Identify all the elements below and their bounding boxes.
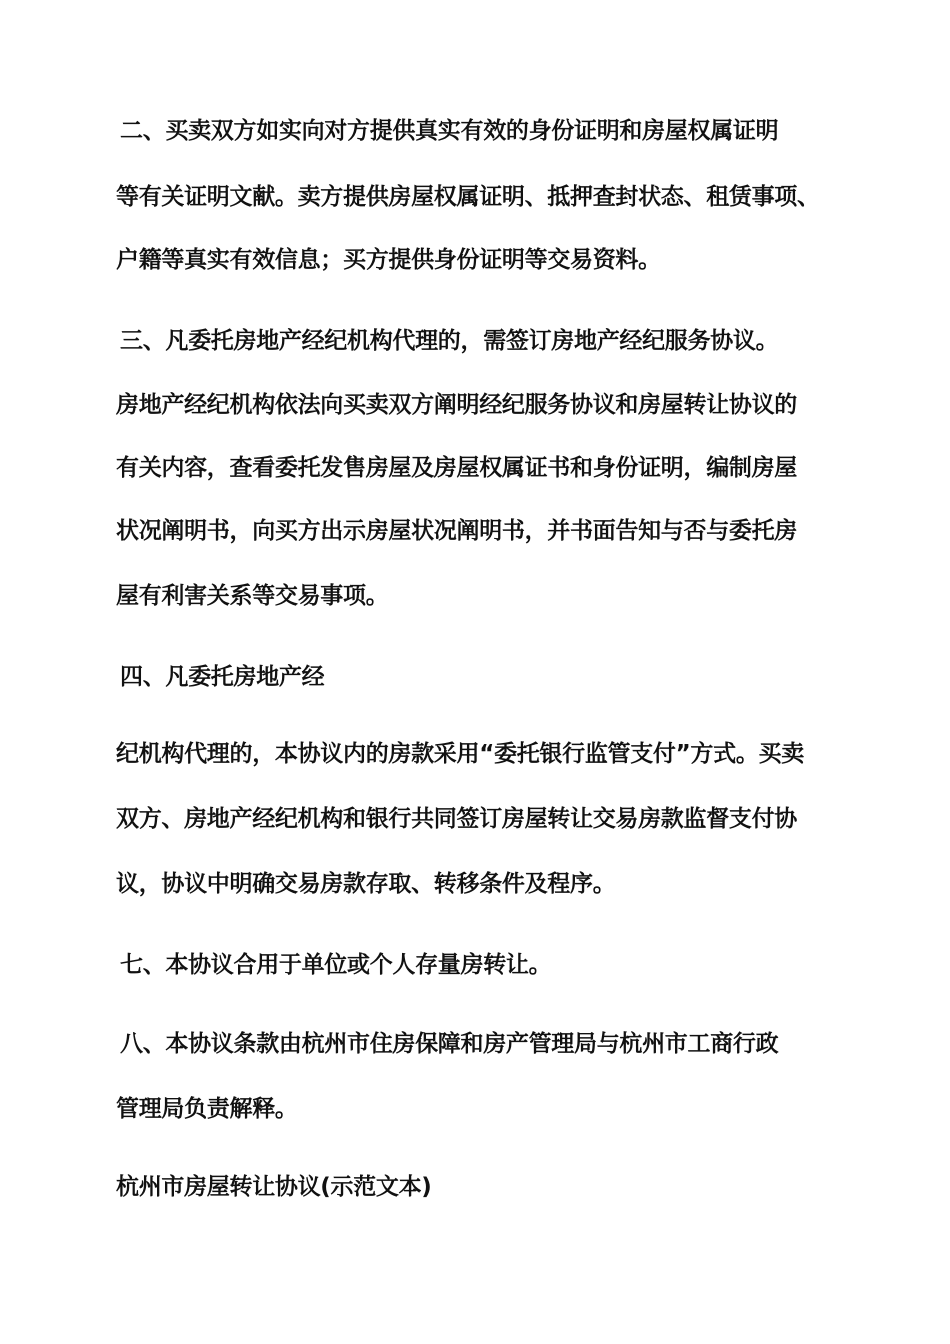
paragraph-2-line-1: 二、买卖双方如实向对方提供真实有效的身份证明和房屋权属证明 [120, 118, 779, 144]
paragraph-3-line-5: 屋有利害关系等交易事项。 [116, 583, 389, 609]
document-title: 杭州市房屋转让协议(示范文本) [116, 1174, 432, 1200]
paragraph-4-line-3: 双方、房地产经纪机构和银行共同签订房屋转让交易房款监督支付协 [116, 806, 798, 832]
paragraph-4-line-2: 纪机构代理的，本协议内的房款采用“委托银行监管支付”方式。买卖 [116, 741, 804, 767]
paragraph-3-line-4: 状况阐明书，向买方出示房屋状况阐明书，并书面告知与否与委托房 [116, 518, 798, 544]
paragraph-2-line-3: 户籍等真实有效信息；买方提供身份证明等交易资料。 [116, 247, 661, 273]
paragraph-3-line-1: 三、凡委托房地产经纪机构代理的，需签订房地产经纪服务协议。 [120, 328, 779, 354]
paragraph-2-line-2: 等有关证明文献。卖方提供房屋权属证明、抵押查封状态、租赁事项、 [116, 184, 820, 210]
paragraph-8-line-1: 八、本协议条款由杭州市住房保障和房产管理局与杭州市工商行政 [120, 1031, 779, 1057]
paragraph-7-line-1: 七、本协议合用于单位或个人存量房转让。 [120, 952, 552, 978]
paragraph-3-line-2: 房地产经纪机构依法向买卖双方阐明经纪服务协议和房屋转让协议的 [116, 392, 798, 418]
paragraph-3-line-3: 有关内容，查看委托发售房屋及房屋权属证书和身份证明，编制房屋 [116, 455, 798, 481]
paragraph-4-line-4: 议，协议中明确交易房款存取、转移条件及程序。 [116, 871, 616, 897]
paragraph-4-line-1: 四、凡委托房地产经 [120, 664, 325, 690]
paragraph-8-line-2: 管理局负责解释。 [116, 1096, 298, 1122]
